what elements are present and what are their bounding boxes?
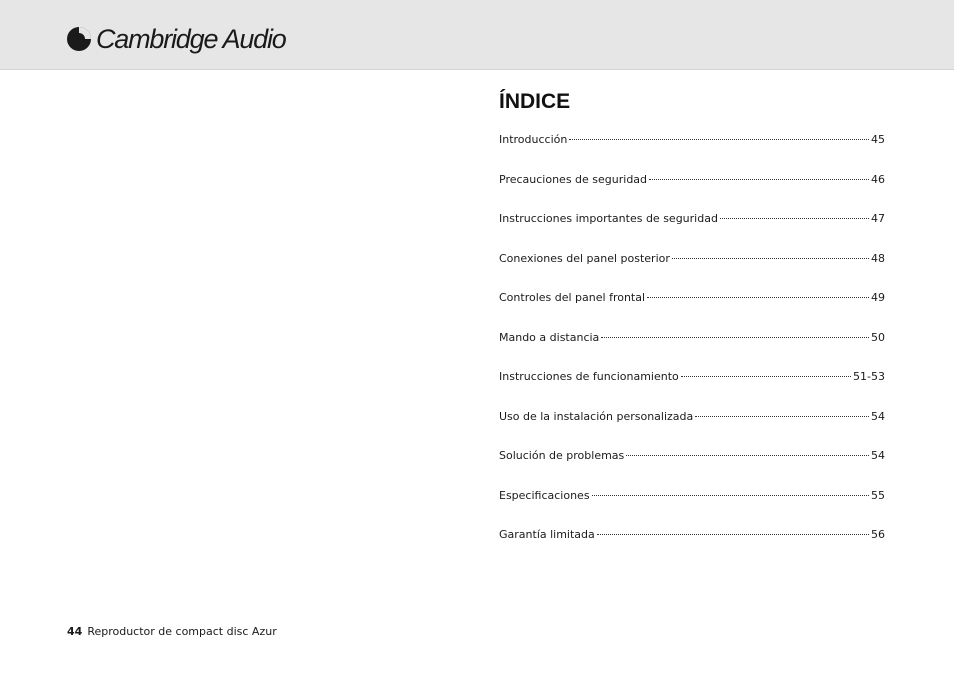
toc-entry[interactable] — [499, 291, 885, 331]
toc-entry[interactable] — [499, 252, 885, 292]
toc-entry[interactable] — [499, 449, 885, 489]
toc-entry[interactable] — [499, 331, 885, 371]
brand-name: Cambridge Audio — [96, 23, 286, 54]
toc-entry[interactable] — [499, 410, 885, 450]
toc-dot-leader — [672, 258, 869, 259]
toc-dot-leader — [592, 495, 869, 496]
toc-dot-leader — [649, 179, 869, 180]
toc-entry-page: 54 — [871, 449, 885, 462]
toc-entry-page: 51-53 — [853, 370, 885, 383]
toc-list — [499, 133, 885, 568]
toc-entry-label: Uso de la instalación personalizada — [499, 409, 694, 423]
toc-entry[interactable] — [499, 528, 885, 568]
toc-entry-page: 45 — [871, 133, 885, 146]
cambridge-audio-logo-icon — [66, 26, 92, 52]
toc-title: ÍNDICE — [499, 90, 571, 113]
toc-entry[interactable] — [499, 489, 885, 529]
footer-page-number: 44 — [67, 625, 83, 638]
toc-entry-label: Conexiones del panel posterior — [499, 251, 670, 265]
toc-entry[interactable] — [499, 173, 885, 213]
toc-entry[interactable] — [499, 133, 885, 173]
toc-entry-page: 56 — [871, 528, 885, 541]
toc-dot-leader — [695, 416, 869, 417]
toc-entry-label: Mando a distancia — [499, 330, 600, 344]
toc-entry-page: 47 — [871, 212, 885, 225]
toc-entry-page: 50 — [871, 330, 885, 344]
page-header — [0, 0, 954, 70]
toc-entry[interactable] — [499, 370, 885, 410]
toc-entry-label: Garantía limitada — [499, 528, 595, 541]
toc-dot-leader — [569, 139, 869, 140]
toc-entry-label: Instrucciones de funcionamiento — [499, 370, 679, 383]
toc-entry-label: Controles del panel frontal — [499, 291, 646, 304]
toc-entry-label: Especificaciones — [499, 488, 590, 502]
toc-entry-page: 54 — [871, 409, 885, 423]
toc-dot-leader — [720, 218, 869, 219]
footer-text: Reproductor de compact disc Azur — [87, 625, 277, 638]
toc-entry-page: 48 — [871, 251, 885, 265]
toc-dot-leader — [597, 534, 869, 535]
toc-dot-leader — [626, 455, 869, 456]
toc-entry[interactable] — [499, 212, 885, 252]
brand-logo — [66, 22, 286, 56]
toc-dot-leader — [647, 297, 869, 298]
toc-entry-page: 46 — [871, 172, 885, 186]
page-footer — [67, 625, 277, 638]
toc-entry-label: Precauciones de seguridad — [499, 172, 648, 186]
toc-entry-label: Introducción — [499, 133, 568, 146]
toc-entry-page: 55 — [871, 488, 885, 502]
toc-dot-leader — [681, 376, 851, 377]
toc-dot-leader — [601, 337, 869, 338]
toc-entry-label: Instrucciones importantes de seguridad — [499, 212, 718, 225]
toc-entry-label: Solución de problemas — [499, 449, 625, 462]
toc-entry-page: 49 — [871, 291, 885, 304]
